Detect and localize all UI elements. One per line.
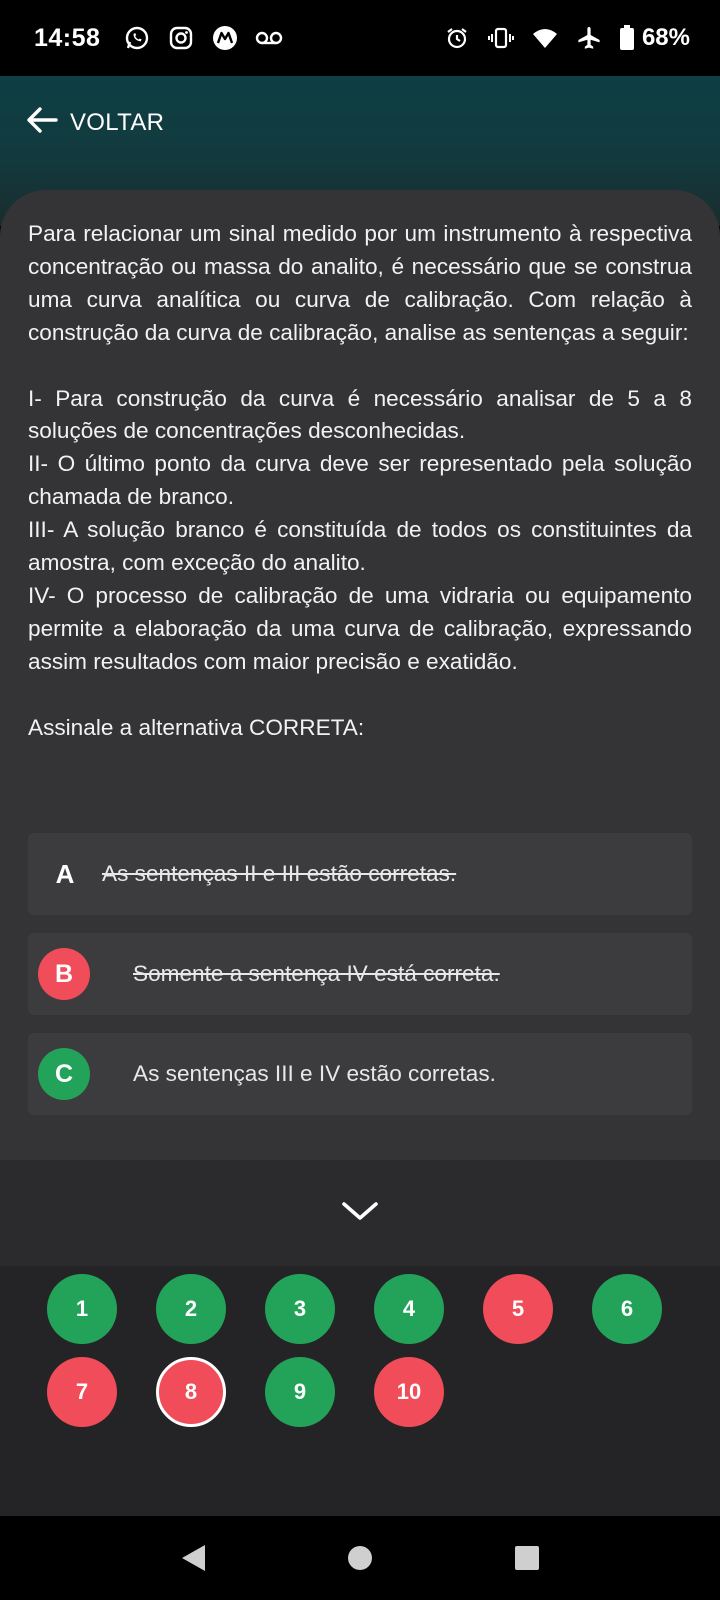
alarm-icon [442,23,472,53]
option-a-letter: A [55,858,75,889]
system-nav-bar [0,1516,720,1600]
question-button-7[interactable]: 7 [47,1357,117,1427]
question-card [0,190,720,1160]
status-right [442,23,690,53]
back-label: VOLTAR [70,108,165,136]
option-b-letter: B [38,948,90,1000]
whatsapp-icon [122,23,152,53]
collapse-button[interactable] [0,1160,720,1266]
statement-4: IV- O processo de calibração de uma vidraria ou equipamento permite a elaboração da uma curva de calibração, expressando assim resultados com maior precisão e exatidão. [28,582,692,674]
statement-3: III- A solução branco é constituída de todos os constituintes da amostra, com exceção do analito. [28,517,692,576]
voicemail-icon [254,23,284,53]
battery-percent: 68% [641,24,690,51]
option-a[interactable] [28,833,692,915]
question-button-1[interactable]: 1 [47,1274,117,1344]
option-c-letter: C [38,1048,90,1100]
statement-1: I- Para construção da curva é necessário analisar de 5 a 8 soluções de concentrações desconhecidas. [28,385,692,444]
question-button-5[interactable]: 5 [483,1274,553,1344]
back-nav-button[interactable] [173,1538,213,1578]
question-button-10[interactable]: 10 [374,1357,444,1427]
arrow-left-icon [26,106,58,139]
option-a-text: As sentenças II e III estão corretas. [102,861,457,886]
option-b[interactable] [28,933,692,1015]
question-prompt: Assinale a alternativa CORRETA: [28,714,365,740]
question-button-9[interactable]: 9 [265,1357,335,1427]
back-button[interactable] [26,106,164,139]
question-text [28,218,692,744]
question-navigator [0,1160,720,1516]
option-c[interactable] [28,1033,692,1115]
question-button-3[interactable]: 3 [265,1274,335,1344]
question-button-4[interactable]: 4 [374,1274,444,1344]
battery-icon [618,23,636,53]
statement-2: II- O último ponto da curva deve ser representado pela solução chamada de branco. [28,451,692,510]
instagram-icon [166,23,196,53]
question-button-2[interactable]: 2 [156,1274,226,1344]
wifi-icon [530,23,560,53]
option-b-text: Somente a sentença IV está correta. [133,961,500,986]
clock: 14:58 [34,23,101,52]
motorola-icon [210,23,240,53]
status-bar [0,0,720,76]
recents-nav-button[interactable] [507,1538,547,1578]
option-c-text: As sentenças III e IV estão corretas. [133,1061,496,1086]
home-nav-button[interactable] [340,1538,380,1578]
question-button-6[interactable]: 6 [592,1274,662,1344]
question-intro: Para relacionar um sinal medido por um instrumento à respectiva concentração ou massa do analito, é necessário que se construa uma curva analítica ou curva de calibração. Com relação à construção da curva de calibração, analise as sentenças a seguir: [28,221,692,345]
status-left [34,23,284,53]
chevron-down-icon [340,1199,380,1228]
airplane-icon [574,23,604,53]
question-button-8[interactable]: 8 [156,1357,226,1427]
vibrate-icon [486,23,516,53]
